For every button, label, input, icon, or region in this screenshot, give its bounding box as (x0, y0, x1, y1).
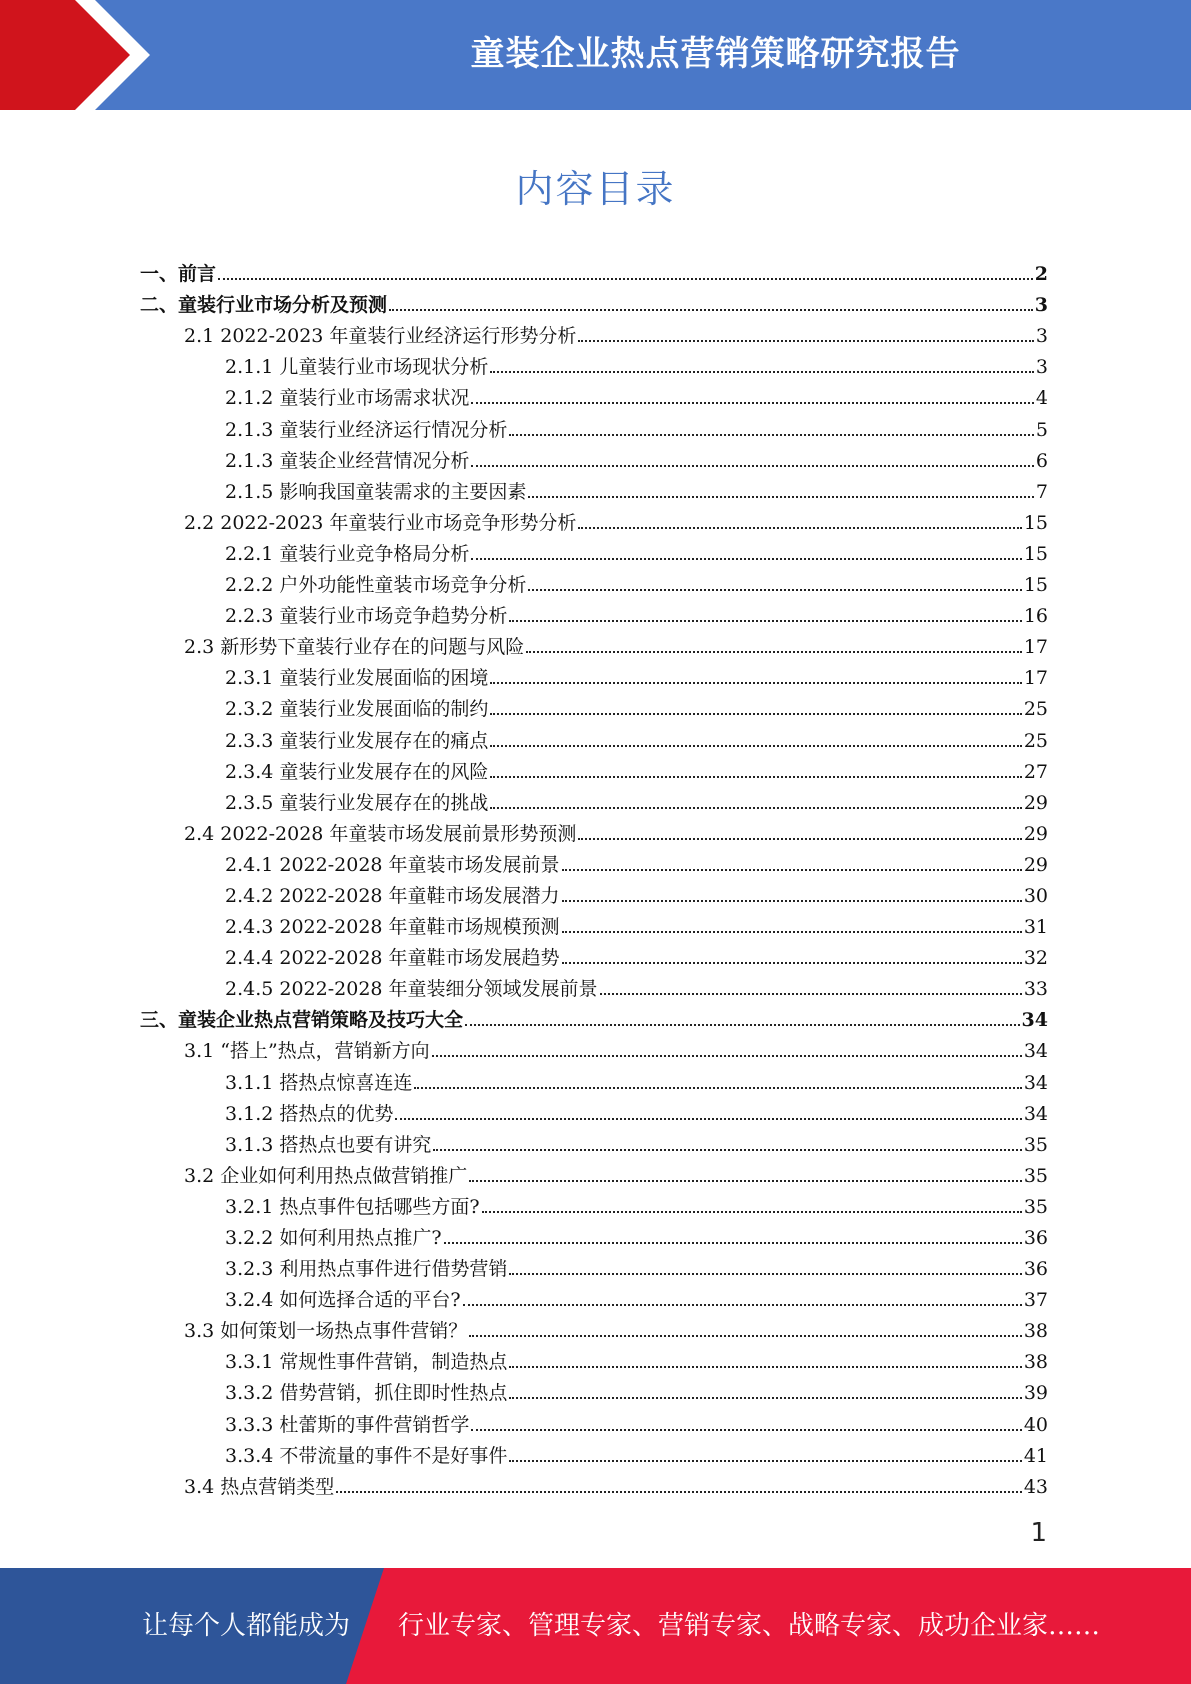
toc-entry-page: 7 (1035, 480, 1048, 503)
toc-entry[interactable] (140, 254, 1048, 285)
toc-entry-label: 3.3.3 杜蕾斯的事件营销哲学 (225, 1413, 470, 1436)
toc-entry-page: 41 (1023, 1444, 1048, 1467)
toc-entry[interactable] (140, 1373, 1048, 1404)
toc-entry[interactable] (140, 938, 1048, 969)
toc-entry-label: 2.4 2022-2028 年童装市场发展前景形势预测 (184, 822, 577, 845)
toc-entry-label: 3.2.1 热点事件包括哪些方面? (225, 1195, 480, 1218)
toc-entry-page: 34 (1023, 1071, 1048, 1094)
toc-entry-label: 3.2 企业如何利用热点做营销推广 (184, 1164, 468, 1187)
toc-entry-page: 35 (1023, 1164, 1048, 1187)
toc-leader-dots (562, 899, 1022, 902)
toc-entry-label: 2.4.3 2022-2028 年童鞋市场规模预测 (225, 916, 560, 939)
toc-entry-page: 38 (1023, 1320, 1048, 1343)
toc-entry[interactable] (140, 1342, 1048, 1373)
toc-entry-page: 37 (1023, 1289, 1048, 1312)
toc-entry-page: 36 (1023, 1227, 1048, 1249)
toc-entry-page: 29 (1023, 791, 1048, 814)
toc-entry-page: 25 (1023, 729, 1048, 752)
toc-leader-dots (490, 775, 1021, 778)
toc-entry-page: 34 (1021, 1009, 1048, 1032)
toc-leader-dots (562, 930, 1022, 933)
toc-entry-label: 3.3.1 常规性事件营销，制造热点 (225, 1351, 508, 1374)
toc-entry-page: 4 (1035, 387, 1048, 410)
toc-leader-dots (528, 588, 1021, 591)
toc-leader-dots (444, 1241, 1022, 1244)
toc-entry-page: 40 (1023, 1413, 1048, 1436)
toc-entry-page: 30 (1023, 884, 1048, 907)
toc-entry-label: 2.3.3 童装行业发展存在的痛点 (225, 729, 489, 752)
toc-entry-page: 15 (1023, 542, 1048, 565)
toc-leader-dots (465, 1023, 1020, 1026)
toc-entry[interactable] (140, 1218, 1048, 1249)
toc-leader-dots (509, 619, 1021, 622)
toc-entry[interactable] (140, 783, 1048, 814)
toc-entry-page: 15 (1023, 511, 1048, 534)
toc-leader-dots (509, 1365, 1021, 1368)
footer-slogan-right: 行业专家、管理专家、营销专家、战略专家、成功企业家…… (398, 1611, 1101, 1641)
toc-entry[interactable] (140, 534, 1048, 565)
toc-entry[interactable] (140, 1187, 1048, 1218)
toc-entry-label: 2.1.3 童装行业经济运行情况分析 (225, 418, 508, 441)
toc-leader-dots (414, 1086, 1021, 1089)
toc-leader-dots (490, 370, 1034, 373)
toc-entry[interactable] (140, 316, 1048, 347)
toc-entry-page: 3 (1035, 325, 1048, 348)
toc-leader-dots (526, 650, 1022, 653)
report-title: 童装企业热点营销策略研究报告 (470, 34, 961, 74)
toc-entry[interactable] (140, 876, 1048, 907)
toc-entry[interactable] (140, 689, 1048, 720)
toc-entry-label: 2.4.2 2022-2028 年童鞋市场发展潜力 (225, 884, 560, 907)
toc-entry-page: 29 (1023, 822, 1048, 845)
toc-entry[interactable] (140, 472, 1048, 503)
toc-entry-label: 2.3.2 童装行业发展面临的制约 (225, 698, 489, 721)
toc-entry[interactable] (140, 378, 1048, 409)
toc-entry-label: 3.3 如何策划一场热点事件营销？ (184, 1320, 468, 1343)
toc-leader-dots (578, 526, 1021, 529)
footer-slogan-left: 让每个人都能成为 (142, 1611, 351, 1641)
toc-entry-label: 3.2.4 如何选择合适的平台? (225, 1289, 461, 1312)
toc-leader-dots (562, 868, 1022, 871)
toc-leader-dots (509, 433, 1034, 436)
toc-entry-page: 31 (1023, 916, 1048, 939)
toc-leader-dots (389, 308, 1033, 311)
toc-leader-dots (471, 464, 1034, 467)
toc-entry[interactable] (140, 720, 1048, 751)
toc-entry-label: 2.3.5 童装行业发展存在的挑战 (225, 791, 489, 814)
toc-entry[interactable] (140, 441, 1048, 472)
toc-entry-label: 3.4 热点营销类型 (184, 1475, 335, 1498)
toc-entry-label: 3.1.1 搭热点惊喜连连 (225, 1071, 413, 1094)
toc-entry-label: 3.2.2 如何利用热点推广? (225, 1227, 442, 1249)
toc-leader-dots (562, 961, 1022, 964)
toc-entry-label: 3.1.2 搭热点的优势 (225, 1102, 394, 1125)
toc-entry[interactable] (140, 627, 1048, 658)
toc-entry-label: 三、童装企业热点营销策略及技巧大全 (140, 1009, 464, 1032)
toc-entry[interactable] (140, 1280, 1048, 1311)
toc-entry-label: 2.4.4 2022-2028 年童鞋市场发展趋势 (225, 947, 560, 970)
toc-leader-dots (490, 712, 1021, 715)
toc-entry-page: 17 (1023, 667, 1048, 690)
toc-entry[interactable] (140, 752, 1048, 783)
toc-title: 内容目录 (515, 167, 676, 211)
toc-entry-page: 35 (1023, 1133, 1048, 1156)
toc-leader-dots (218, 277, 1033, 280)
toc-entry[interactable] (140, 1249, 1048, 1280)
toc-entry[interactable] (140, 347, 1048, 378)
toc-leader-dots (433, 1148, 1021, 1151)
toc-entry[interactable] (140, 907, 1048, 938)
toc-entry-page: 3 (1035, 356, 1048, 379)
toc-entry-page: 25 (1023, 698, 1048, 721)
toc-leader-dots (469, 1334, 1022, 1337)
toc-leader-dots (490, 681, 1021, 684)
toc-entry-label: 2.2 2022-2023 年童装行业市场竞争形势分析 (184, 511, 577, 534)
toc-entry-page: 16 (1023, 605, 1048, 628)
toc-entry[interactable] (140, 845, 1048, 876)
toc-entry-page: 38 (1023, 1351, 1048, 1374)
toc-entry[interactable] (140, 503, 1048, 534)
toc-entry-label: 2.2.3 童装行业市场竞争趋势分析 (225, 605, 508, 628)
toc-entry-label: 2.2.2 户外功能性童装市场竞争分析 (225, 574, 527, 597)
toc-entry-page: 34 (1023, 1102, 1048, 1125)
toc-leader-dots (482, 1210, 1022, 1213)
toc-entry[interactable] (140, 1311, 1048, 1342)
toc-entry-page: 34 (1023, 1040, 1048, 1063)
toc-entry[interactable] (140, 1436, 1048, 1467)
toc-entry[interactable] (140, 1467, 1048, 1498)
toc-leader-dots (469, 1179, 1022, 1182)
toc-leader-dots (471, 1428, 1021, 1431)
header-band (0, 0, 1191, 110)
toc-entry[interactable] (140, 409, 1048, 440)
toc-leader-dots (471, 401, 1034, 404)
toc-entry-page: 27 (1023, 760, 1048, 783)
toc-entry[interactable] (140, 1156, 1048, 1187)
toc-leader-dots (432, 1054, 1022, 1057)
toc-leader-dots (600, 992, 1022, 995)
footer-band (0, 1568, 1191, 1684)
toc-entry-page: 2 (1034, 263, 1048, 286)
toc-entry-page: 5 (1035, 418, 1048, 441)
toc-leader-dots (509, 1459, 1021, 1462)
toc-entry-label: 2.4.1 2022-2028 年童装市场发展前景 (225, 853, 560, 876)
toc-leader-dots (509, 1272, 1021, 1275)
toc-entry[interactable] (140, 1062, 1048, 1093)
toc-entry[interactable] (140, 1125, 1048, 1156)
toc-entry-label: 3.3.4 不带流量的事件不是好事件 (225, 1444, 508, 1467)
toc-entry-label: 3.1 “搭上”热点，营销新方向 (184, 1040, 430, 1063)
toc-leader-dots (578, 339, 1033, 342)
toc-leader-dots (578, 837, 1021, 840)
toc-entry[interactable] (140, 1031, 1048, 1062)
toc-entry[interactable] (140, 969, 1048, 1000)
toc-entry-label: 2.1 2022-2023 年童装行业经济运行形势分析 (184, 325, 577, 348)
toc-entry-page: 35 (1023, 1195, 1048, 1218)
toc-leader-dots (490, 806, 1021, 809)
toc-entry-label: 2.2.1 童装行业竞争格局分析 (225, 542, 470, 565)
toc-entry-label: 2.4.5 2022-2028 年童装细分领域发展前景 (225, 978, 598, 1001)
toc-entry-label: 2.1.5 影响我国童装需求的主要因素 (225, 480, 527, 503)
toc-entry-label: 2.1.3 童装企业经营情况分析 (225, 449, 470, 472)
toc-entry-label: 2.3.1 童装行业发展面临的困境 (225, 667, 489, 690)
toc-entry[interactable] (140, 1000, 1048, 1031)
page-number: 1 (1030, 1518, 1047, 1548)
toc-entry-label: 二、童装行业市场分析及预测 (140, 294, 388, 317)
toc-entry-page: 3 (1034, 294, 1048, 317)
toc-entry-label: 3.2.3 利用热点事件进行借势营销 (225, 1258, 508, 1281)
toc-entry-label: 2.1.2 童装行业市场需求状况 (225, 387, 470, 410)
toc-leader-dots (490, 744, 1021, 747)
toc-entry-page: 43 (1023, 1475, 1048, 1498)
toc-entry-label: 3.1.3 搭热点也要有讲究 (225, 1133, 432, 1156)
toc-entry[interactable] (140, 814, 1048, 845)
toc-leader-dots (528, 495, 1034, 498)
toc-entry-page: 39 (1023, 1382, 1048, 1405)
toc-entry[interactable] (140, 565, 1048, 596)
toc-leader-dots (471, 557, 1021, 560)
table-of-contents (140, 254, 1048, 1498)
toc-entry[interactable] (140, 658, 1048, 689)
toc-entry[interactable] (140, 1094, 1048, 1125)
toc-entry-page: 32 (1023, 947, 1048, 970)
toc-entry-page: 36 (1023, 1258, 1048, 1281)
toc-leader-dots (395, 1117, 1021, 1120)
toc-entry[interactable] (140, 1404, 1048, 1435)
toc-leader-dots (463, 1303, 1022, 1306)
toc-entry-label: 2.3 新形势下童装行业存在的问题与风险 (184, 636, 525, 659)
toc-entry-label: 2.3.4 童装行业发展存在的风险 (225, 760, 489, 783)
toc-entry-page: 15 (1023, 574, 1048, 597)
toc-entry-label: 3.3.2 借势营销，抓住即时性热点 (225, 1382, 508, 1405)
toc-entry-page: 29 (1023, 853, 1048, 876)
toc-entry-page: 33 (1023, 978, 1048, 1001)
toc-entry[interactable] (140, 285, 1048, 316)
toc-entry-label: 2.1.1 儿童装行业市场现状分析 (225, 356, 489, 379)
toc-leader-dots (336, 1490, 1022, 1493)
toc-entry[interactable] (140, 596, 1048, 627)
toc-entry-label: 一、前言 (140, 263, 217, 286)
toc-leader-dots (509, 1396, 1021, 1399)
toc-entry-page: 6 (1035, 449, 1048, 472)
toc-entry-page: 17 (1023, 636, 1048, 659)
